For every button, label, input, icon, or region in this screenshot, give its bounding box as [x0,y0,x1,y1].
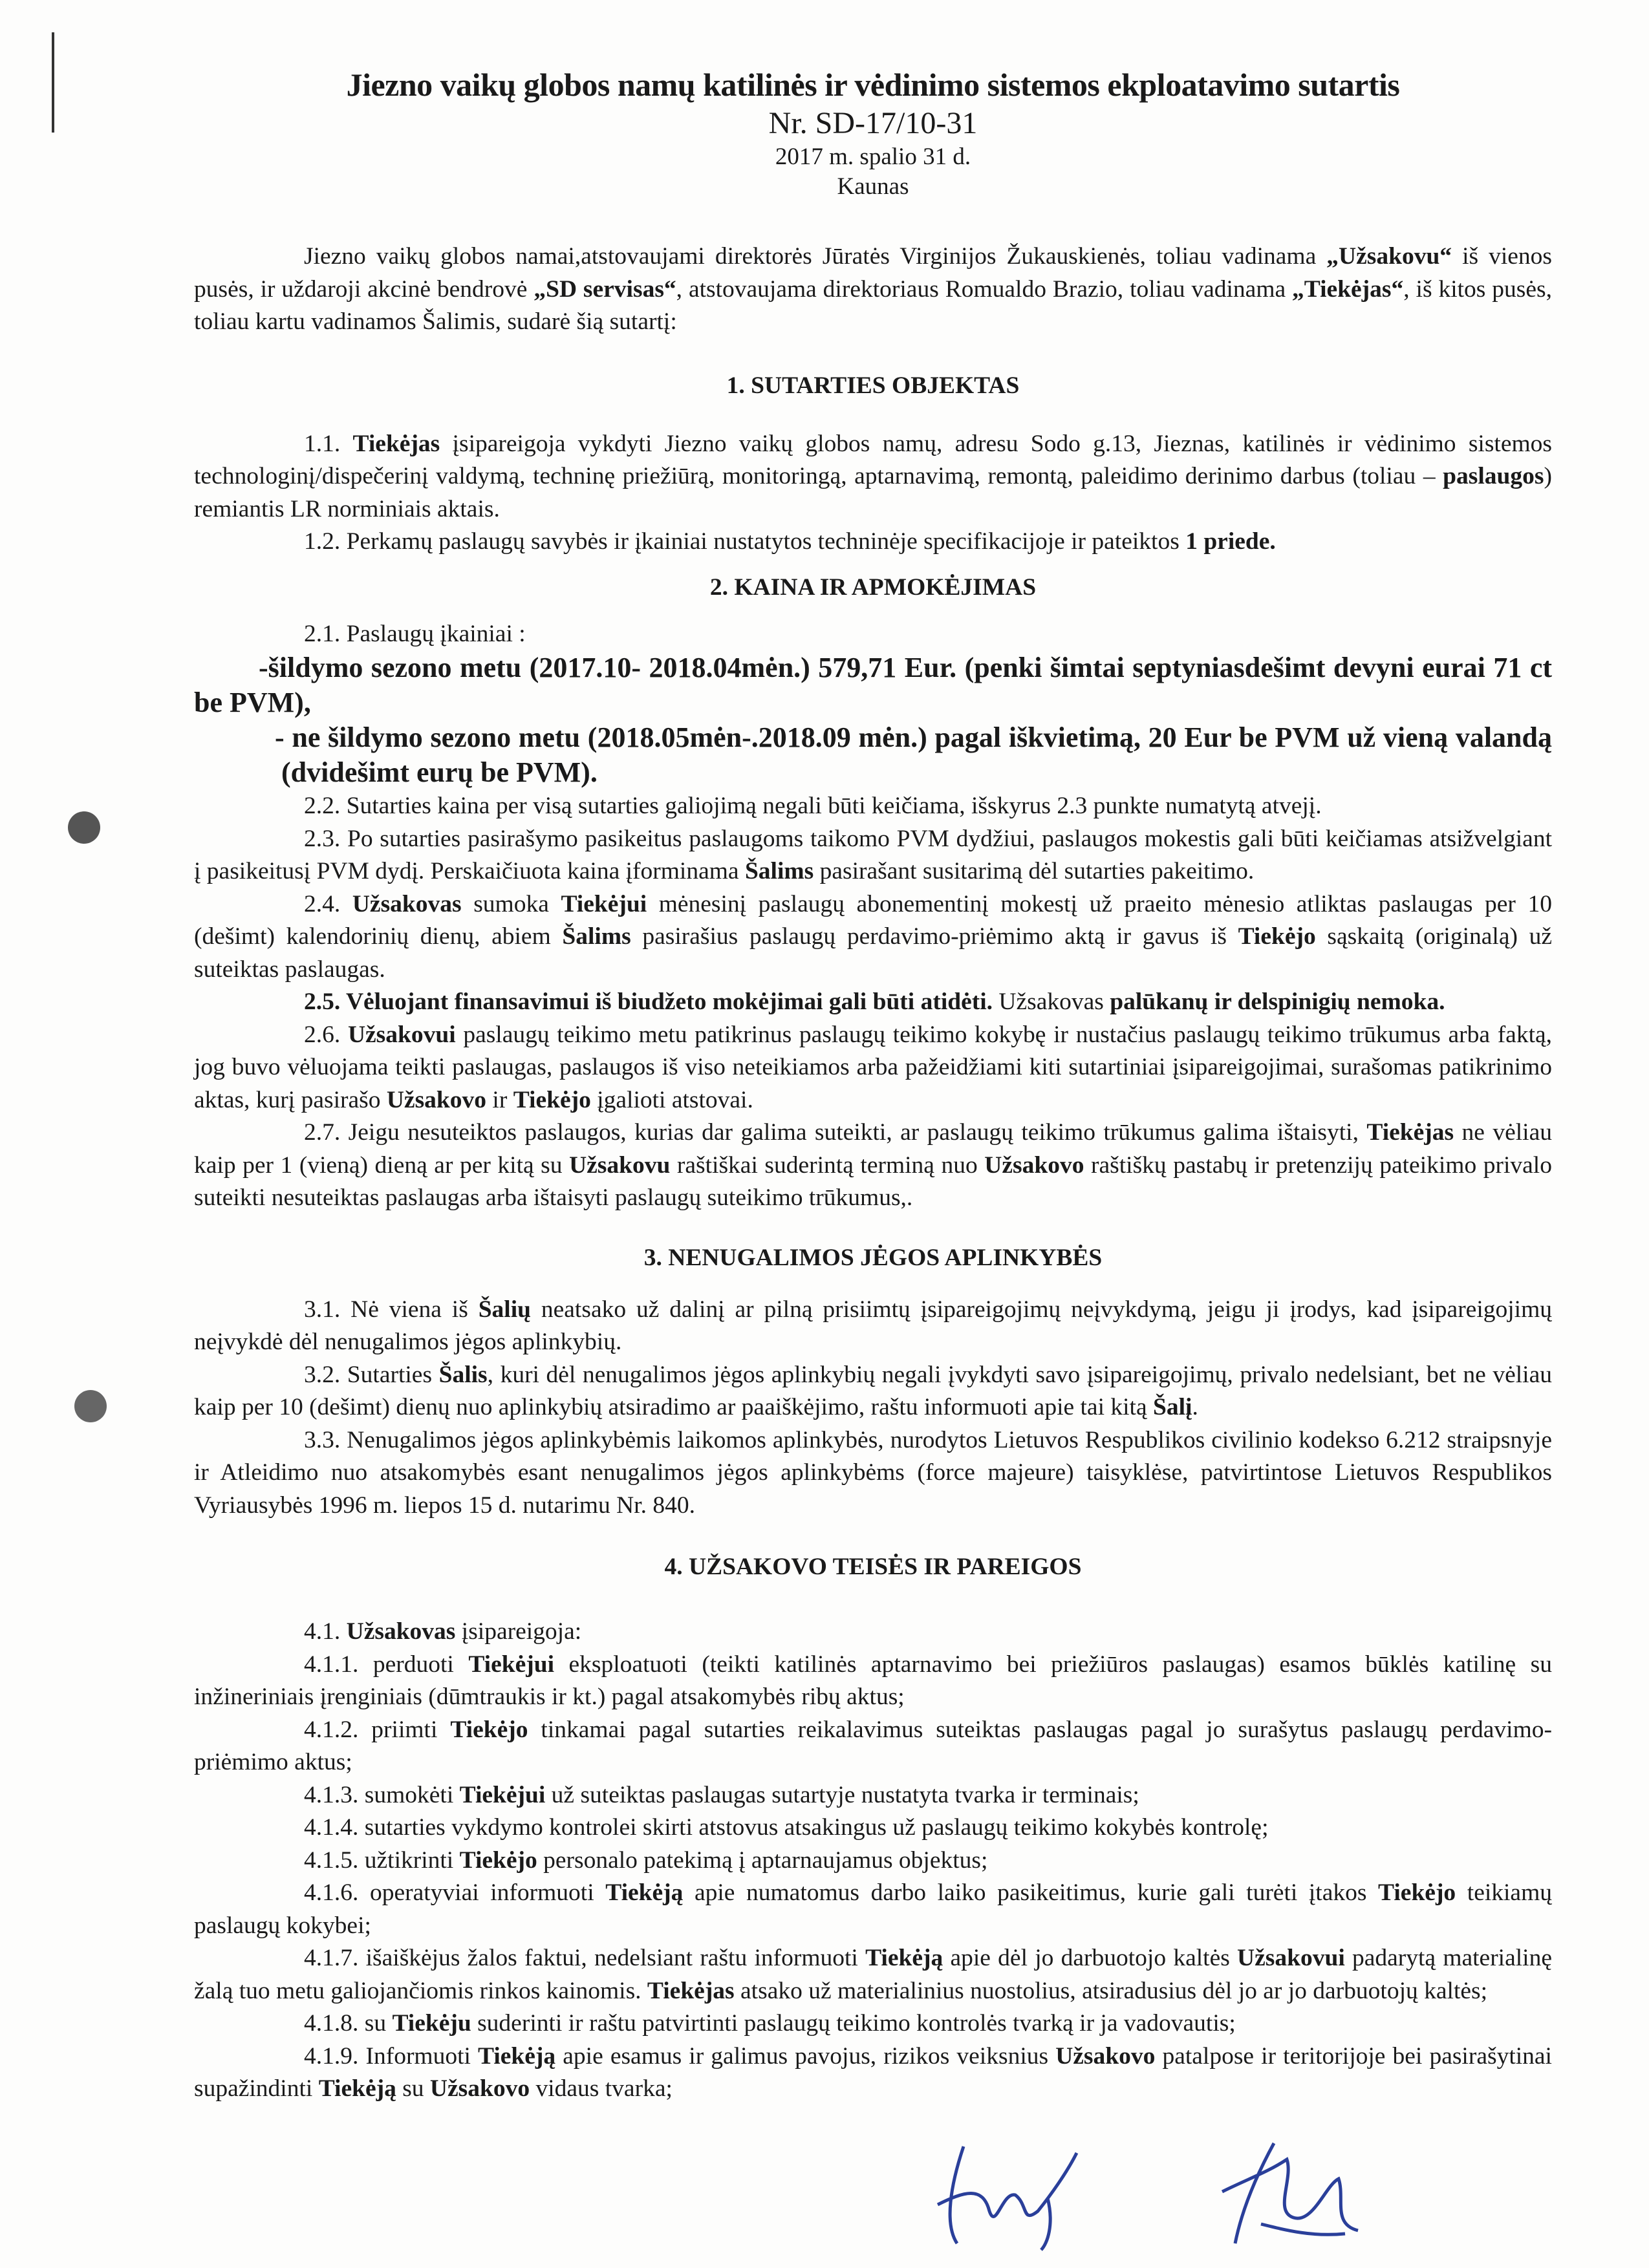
bold-text: Užsakovo [386,1086,487,1113]
text: neatsako už dalinį ar pilną prisiimtų įsipareigojimų neįvykdymą, jeigu ji įrodys, kad įsipareigojimų neįvykdė dėl nenugalimos jėgos aplinkybių. [194,1296,1552,1355]
text: įgalioti atstovai. [590,1086,753,1113]
text: ne vėliau kaip per 1 (vieną) dieną ar per kitą su [194,1119,1552,1179]
text: sąskaitą (originalą) už suteiktas paslaugas. [194,923,1552,983]
bold-text: Tiekėją [318,2075,396,2102]
text: 4.1. [304,1618,347,1645]
bold-text: Tiekėją [605,1879,684,1906]
bold-text: Užsakovo [984,1151,1084,1179]
text: pasirašant susitarimą dėl sutarties pakeitimo. [814,858,1255,884]
bold-text: Tiekėjui [468,1651,555,1678]
clause-paragraph [194,1779,1552,1812]
bold-text: Užsakovas [346,1618,456,1645]
clause-paragraph [194,1359,1552,1424]
bold-text: Tiekėjas [1366,1119,1454,1146]
text: ) remiantis LR norminiais aktais. [194,463,1552,522]
clause-paragraph [194,823,1552,888]
bold-text: Tiekėją [865,1945,943,1971]
contract-place: Kaunas [837,173,909,200]
text: 1.1. [304,430,353,457]
text: raštiškai suderintą terminą nuo [670,1151,985,1179]
text: 3.2. Sutarties [304,1361,439,1388]
section-heading: 4. UŽSAKOVO TEISĖS IR PAREIGOS [664,1554,1082,1580]
section-heading: 1. SUTARTIES OBJEKTAS [726,372,1020,399]
text: 4.1.4. sutarties vykdymo kontrolei skirti atstovus atsakingus už paslaugų teikimo kokybės kontrolę; [304,1814,1269,1841]
clause-paragraph [194,1942,1552,2007]
scan-hole-mark [68,811,100,844]
bold-text: Tiekėjas [647,1977,735,2004]
text: 4.1.6. operatyviai informuoti [304,1879,606,1906]
bold-text: Šalims [744,858,814,884]
bold-text: 1 priede. [1185,528,1276,555]
text: mėnesinį paslaugų abonementinį mokestį už praeito mėnesio atliktas paslaugas per 10 (dešimt) kalendorinių dienų, abiem [194,890,1553,950]
bold-text: Šalį [1152,1394,1192,1420]
text: 3.1. Nė viena iš [304,1296,479,1323]
text: personalo patekimą į aptarnaujamus objektus; [537,1846,988,1874]
contract-document [194,65,1552,2106]
scan-mark [52,32,54,133]
signature-2 [1196,2134,1364,2256]
clause-paragraph [194,618,1552,651]
text: 4.1.2. priimti [304,1716,451,1743]
contract-date: 2017 m. spalio 31 d. [775,144,971,170]
bold-text: palūkanų ir delspinigių nemoka. [1110,989,1445,1015]
text: įsipareigoja: [455,1618,582,1645]
bold-text: Šalių [478,1296,532,1323]
contract-number: Nr. SD-17/10-31 [768,106,978,140]
text: raštiškų pastabų ir pretenzijų pateikimo privalo suteikti nesuteiktas paslaugas arba ištaisyti paslaugų suteikimo trūkumus,. [194,1151,1552,1211]
text: iš vienos pusės, ir uždaroji akcinė bendrovė [194,243,1553,303]
text: suderinti ir raštu patvirtinti paslaugų teikimo kontrolės tvarką ir ja vadovautis; [471,2010,1236,2037]
text: ir [486,1086,513,1113]
document-title: Jiezno vaikų globos namų katilinės ir vėdinimo sistemos ekploatavimo sutartis [346,67,1400,103]
bold-text: Tiekėją [478,2042,556,2070]
text: sumoka [461,890,561,917]
clause-paragraph [194,720,1552,790]
clause-paragraph [194,428,1552,526]
text: , atstovaujama direktoriaus Romualdo Brazio, toliau vadinama [676,275,1293,303]
text: , kuri dėl nenugalimos jėgos aplinkybių negali įvykdyti savo įsipareigojimų, privalo nedelsiant, bet ne vėliau kaip per 10 (dešimt) dienų nuo aplinkybių atsiradimo ar paaiškėjimo, raštu informuoti apie tai kitą [194,1361,1552,1420]
text: 4.1.5. užtikrinti [304,1846,460,1874]
bold-text: „Užsakovu“ [1326,243,1452,270]
text: 2.1. Paslaugų įkainiai : [304,620,526,647]
text: 4.1.9. Informuoti [304,2042,479,2070]
bold-text: „SD servisas“ [534,275,676,303]
bold-text: Tiekėju [392,2010,471,2037]
clause-paragraph [194,1616,1552,1649]
text: apie dėl jo darbuotojo kaltės [943,1945,1238,1971]
text: 3.3. Nenugalimos jėgos aplinkybėmis laikomos aplinkybės, nurodytos Lietuvos Respublikos civilinio kodekso 6.212 straipsnyje ir Atleidimo nuo atsakomybės esant nenugalimos jėgos aplinkybėms (force majeure) taisyklėse, patvirtintose Lietuvos Respublikos Vyriausybės 1996 m. liepos 15 d. nutarimu Nr. 840. [194,1426,1552,1519]
text: padarytą materialinę žalą tuo metu galiojančiomis rinkos kainomis. [194,1945,1552,2004]
bold-text: Užsakovo [1055,2042,1156,2070]
text: paslaugų teikimo metu patikrinus paslaugų teikimo kokybę ir nustačius paslaugų teikimo trūkumus arba faktą, jog buvo vėluojama teikti paslaugas, paslaugos iš viso neteikiamos arba pažeidžiami kiti sutartiniai įsipareigojimai, surašomas patikrinimo aktas, kurį pasirašo [194,1021,1553,1113]
text: patalpose ir teritorijoje bei pasirašytinai supažindinti [194,2042,1552,2102]
section-heading: 3. NENUGALIMOS JĖGOS APLINKYBĖS [643,1244,1103,1271]
text: apie numatomus darbo laiko pasikeitimus, kurie gali turėti įtakos [683,1879,1379,1906]
text: 2.7. Jeigu nesuteiktos paslaugos, kurias dar galima suteikti, ar paslaugų teikimo trūkumus galima ištaisyti, [304,1119,1367,1146]
text: teikiamų paslaugų kokybei; [194,1879,1552,1939]
text: , iš kitos pusės, toliau kartu vadinamos Šalimis, sudarė šią sutartį: [194,275,1552,335]
text: vidaus tvarka; [530,2075,673,2102]
text: - ne šildymo sezono metu (2018.05mėn-.2018.09 mėn.) pagal iškvietimą, 20 Eur be PVM už vieną valandą (dvidešimt eurų be PVM). [275,722,1552,788]
text: 2.2. Sutarties kaina per visą sutarties galiojimą negali būti keičiama, išskyrus 2.3 punkte numatytą atvejį. [304,793,1322,819]
clause-paragraph [194,2007,1552,2040]
text: 4.1.8. su [304,2010,393,2037]
text: 2.6. [304,1021,348,1048]
text: įsipareigoja vykdyti Jiezno vaikų globos namų, adresu Sodo g.13, Jieznas, katilinės ir vėdinimo sistemos technologinį/dispečerinį valdymą, techninę priežiūrą, monitoringą, aptarnavimą, remontą, paleidimo derinimo darbus (toliau – [194,430,1553,489]
text: pasirašius paslaugų perdavimo-priėmimo aktą ir gavus iš [630,923,1238,950]
text: 4.1.7. išaiškėjus žalos faktui, nedelsiant raštu informuoti [304,1945,866,1971]
bold-text: 2.5. Vėluojant finansavimui iš biudžeto mokėjimai gali būti atidėti. [304,989,993,1015]
clause-paragraph [194,650,1552,720]
clause-paragraph [194,986,1552,1019]
bold-text: „Tiekėjas“ [1292,275,1404,303]
clause-paragraph [194,1117,1552,1215]
bold-text: Tiekėjo [513,1086,591,1113]
text: Užsakovas [993,989,1110,1015]
text: eksploatuoti (teikti katilinės aptarnavimo bei priežiūros paslaugas) esamos būklės katilinę su inžineriniais įrenginiais (dūmtraukis ir kt.) pagal atsakomybės ribų aktus; [194,1651,1552,1710]
bold-text: Užsakovu [569,1151,671,1179]
clause-paragraph [194,888,1552,987]
text: 4.1.3. sumokėti [304,1781,460,1808]
clause-paragraph [194,1649,1552,1714]
scan-hole-mark [74,1390,107,1422]
bold-text: Tiekėjas [352,430,440,457]
bold-text: paslaugos [1443,463,1544,489]
text: Jiezno vaikų globos namai,atstovaujami direktorės Jūratės Virginijos Žukauskienės, toliau vadinama [304,243,1327,270]
clause-paragraph [194,1424,1552,1523]
clause-paragraph [194,1019,1552,1117]
bold-text: Užsakovui [347,1021,456,1048]
clause-paragraph [194,2040,1552,2106]
bold-text: Tiekėjui [561,890,647,917]
clause-paragraph [194,1845,1552,1878]
intro-paragraph [194,241,1552,339]
text: tinkamai pagal sutarties reikalavimus suteiktas paslaugas pagal jo surašytus paslaugų perdavimo-priėmimo aktus; [194,1716,1552,1775]
clause-paragraph [194,790,1552,823]
text: atsako už materialinius nuostolius, atsiradusius dėl jo ar jo darbuotojų kaltės; [734,1977,1488,2004]
text: su [396,2075,430,2102]
text: 2.3. Po sutarties pasirašymo pasikeitus paslaugoms taikomo PVM dydžiui, paslaugos mokestis gali būti keičiamas atsižvelgiant į pasikeitusį PVM dydį. Perskaičiuota kaina įforminama [194,825,1552,884]
clause-paragraph [194,1812,1552,1845]
bold-text: Šalims [562,923,631,950]
clause-paragraph [194,1294,1552,1359]
bold-text: Šalis [438,1361,488,1388]
text: -šildymo sezono metu (2017.10- 2018.04mėn.) 579,71 Eur. (penki šimtai septyniasdešimt devyni eurai 71 ct be PVM), [194,652,1552,718]
bold-text: Užsakovas [352,890,462,917]
bold-text: Tiekėjui [459,1781,546,1808]
section-heading: 2. KAINA IR APMOKĖJIMAS [709,573,1037,601]
text: 2.4. [304,890,352,917]
text: 4.1.1. perduoti [304,1651,469,1678]
bold-text: Užsakovo [429,2075,530,2102]
bold-text: Tiekėjo [1378,1879,1456,1906]
sections [194,370,1552,2106]
bold-text: Tiekėjo [459,1846,537,1874]
text: už suteiktas paslaugas sutartyje nustatyta tvarka ir terminais; [545,1781,1139,1808]
clause-paragraph [194,526,1552,559]
clause-paragraph [194,1714,1552,1779]
text: 1.2. Perkamų paslaugų savybės ir įkainiai nustatytos techninėje specifikacijoje ir pateiktos [304,528,1186,555]
bold-text: Užsakovui [1237,1945,1345,1971]
clause-paragraph [194,1877,1552,1942]
bold-text: Tiekėjo [1238,923,1316,950]
signature-1 [925,2134,1093,2256]
text: . [1192,1394,1198,1420]
bold-text: Tiekėjo [450,1716,528,1743]
text: apie esamus ir galimus pavojus, rizikos veiksnius [555,2042,1056,2070]
